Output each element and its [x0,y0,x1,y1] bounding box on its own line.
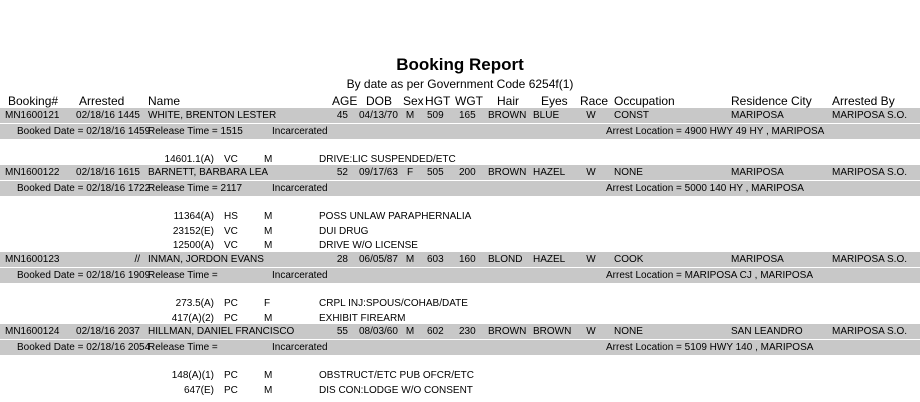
person-hair: BROWN [488,167,527,178]
charge-level: M [264,312,273,324]
person-sex: M [405,326,415,337]
charge-level: M [264,370,273,381]
charge-type: PC [224,370,238,381]
col-header-arrested: Arrested [79,94,125,108]
residence-city: MARIPOSA [731,254,784,265]
col-header-booking: Booking# [8,94,59,108]
col-header-occupation: Occupation [614,94,675,108]
arrest-location: Arrest Location = 5109 HWY 140 , MARIPOSA [606,342,814,353]
charge-description: POSS UNLAW PARAPHERNALIA [319,211,472,222]
charge-description: EXHIBIT FIREARM [319,312,406,324]
charge-level: M [264,384,273,396]
booked-date: Booked Date = 02/18/16 1459 [17,126,151,137]
person-sex: M [405,254,415,265]
charge-type: PC [224,298,238,309]
person-race: W [586,326,596,337]
booking-number: MN1600122 [5,167,60,178]
person-hair: BLOND [488,254,523,265]
charge-description: CRPL INJ:SPOUS/COHAB/DATE [319,298,468,309]
person-eyes: HAZEL [533,167,566,178]
person-race: W [586,254,596,265]
person-height: 509 [427,110,444,121]
charge-code: 273.5(A) [175,298,214,309]
arresting-agency: MARIPOSA S.O. [832,167,908,178]
release-time: Release Time = 2117 [148,183,243,194]
charge-level: F [264,298,271,309]
charge-code: 11364(A) [173,211,214,222]
col-header-arrested-by: Arrested By [832,94,895,108]
person-name: INMAN, JORDON EVANS [148,254,264,265]
person-age: 28 [336,254,348,265]
custody-status: Incarcerated [272,126,328,137]
charge-type: HS [224,211,238,222]
charge-code: 14601.1(A) [164,154,214,165]
charge-description: DUI DRUG [319,225,369,237]
person-eyes: HAZEL [533,254,566,265]
charge-code: 23152(E) [172,225,214,237]
charge-type: PC [224,384,238,396]
report-subtitle: By date as per Government Code 6254f(1) [346,77,574,91]
person-weight: 165 [459,110,476,121]
person-dob: 04/13/70 [359,110,398,121]
person-sex: F [406,167,414,178]
person-occupation: NONE [614,167,643,178]
arrest-location: Arrest Location = MARIPOSA CJ , MARIPOSA [606,270,814,281]
person-race: W [586,110,596,121]
person-height: 602 [427,326,444,337]
arrested-datetime: // [134,254,140,265]
person-weight: 230 [459,326,476,337]
charge-description: DRIVE W/O LICENSE [319,240,418,251]
charge-description: OBSTRUCT/ETC PUB OFCR/ETC [319,370,475,381]
booked-date: Booked Date = 02/18/16 2054 [17,342,151,353]
person-height: 603 [427,254,444,265]
charge-type: VC [224,225,238,237]
custody-status: Incarcerated [272,342,328,353]
booking-number: MN1600121 [5,110,60,121]
arresting-agency: MARIPOSA S.O. [832,254,908,265]
residence-city: SAN LEANDRO [731,326,803,337]
arrest-location: Arrest Location = 5000 140 HY , MARIPOSA [606,183,804,194]
charge-type: VC [224,240,238,251]
custody-status: Incarcerated [272,270,328,281]
charge-type: VC [224,154,238,165]
person-weight: 200 [459,167,476,178]
person-sex: M [405,110,415,121]
booking-number: MN1600124 [5,326,60,337]
report-title: Booking Report [396,55,524,74]
person-dob: 09/17/63 [359,167,398,178]
arrested-datetime: 02/18/16 1615 [76,167,140,178]
release-time: Release Time = 1515 [148,126,243,137]
person-dob: 06/05/87 [359,254,398,265]
person-occupation: CONST [614,110,649,121]
charge-level: M [264,211,273,222]
booked-date: Booked Date = 02/18/16 1722 [17,183,151,194]
residence-city: MARIPOSA [731,110,784,121]
col-header-dob: DOB [366,94,393,108]
col-header-age: AGE [332,94,358,108]
charge-code: 647(E) [183,384,214,396]
person-age: 55 [336,326,348,337]
charge-level: M [264,225,273,237]
charge-description: DRIVE:LIC SUSPENDED/ETC [319,154,456,165]
booked-date: Booked Date = 02/18/16 1909 [17,270,151,281]
arrested-datetime: 02/18/16 2037 [76,326,140,337]
charge-code: 148(A)(1) [171,370,214,381]
charge-code: 417(A)(2) [171,312,214,324]
booking-number: MN1600123 [5,254,60,265]
person-occupation: COOK [614,254,644,265]
charge-description: DIS CON:LODGE W/O CONSENT [319,384,473,396]
person-age: 45 [336,110,348,121]
arrested-datetime: 02/18/16 1445 [76,110,140,121]
col-header-race: Race [580,94,609,108]
col-header-hgt: HGT [425,94,451,108]
arresting-agency: MARIPOSA S.O. [832,326,908,337]
arrest-location: Arrest Location = 4900 HWY 49 HY , MARIPOSA [606,126,825,137]
person-eyes: BROWN [533,326,572,337]
person-name: HILLMAN, DANIEL FRANCISCO [148,326,295,337]
person-race: W [586,167,596,178]
release-time: Release Time = [148,270,218,281]
col-header-name: Name [148,94,181,108]
arresting-agency: MARIPOSA S.O. [832,110,908,121]
person-dob: 08/03/60 [359,326,398,337]
col-header-residence-city: Residence City [731,94,812,108]
col-header-hair: Hair [497,94,520,108]
charge-type: PC [224,312,238,324]
person-weight: 160 [459,254,476,265]
person-eyes: BLUE [533,110,560,121]
charge-level: M [264,154,273,165]
release-time: Release Time = [148,342,218,353]
person-hair: BROWN [488,326,527,337]
person-age: 52 [336,167,348,178]
person-name: WHITE, BRENTON LESTER [148,110,277,121]
col-header-wgt: WGT [455,94,483,108]
col-header-eyes: Eyes [541,94,568,108]
custody-status: Incarcerated [272,183,328,194]
person-name: BARNETT, BARBARA LEA [148,167,269,178]
person-occupation: NONE [614,326,643,337]
person-height: 505 [427,167,444,178]
person-hair: BROWN [488,110,527,121]
charge-level: M [264,240,273,251]
col-header-sex: Sex [403,94,424,108]
charge-code: 12500(A) [172,240,214,251]
residence-city: MARIPOSA [731,167,784,178]
